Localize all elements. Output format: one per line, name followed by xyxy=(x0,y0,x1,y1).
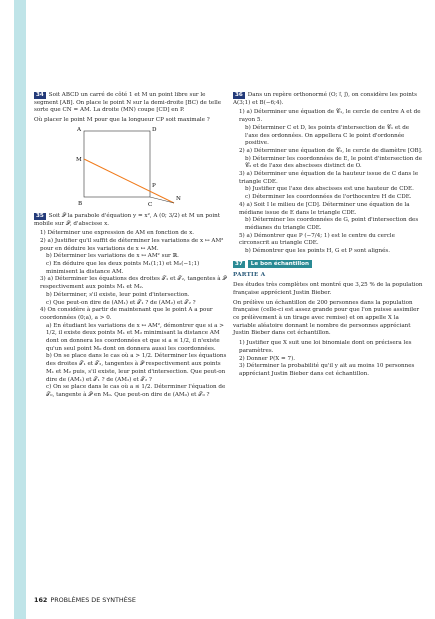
label-m: M xyxy=(76,156,82,163)
section-title: PROBLÈMES DE SYNTHÈSE xyxy=(50,596,136,604)
partie-heading: PARTIE A xyxy=(233,272,266,279)
exercise-number: 34 xyxy=(36,92,44,98)
exercise-37 xyxy=(233,260,423,379)
list-item: b) Démontrer que les points H, G et P sont alignés. xyxy=(245,248,391,255)
list-item: b) Justifier que l'axe des abscisses est une hauteur de CDE. xyxy=(245,186,414,193)
label-a: A xyxy=(77,126,82,133)
label-c: C xyxy=(148,201,153,208)
square-diagram xyxy=(34,127,227,209)
list-item: 3) Déterminer la probabilité qu'il y ait au moins 10 personnes appréciant Justin Bieber dans cet échantillon. xyxy=(239,363,415,377)
list-item: 4) a) Soit I le milieu de [CD]. Déterminer une équation de la médiane issue de E dans le triangle CDE. xyxy=(239,201,410,216)
page-footer xyxy=(34,596,136,604)
list-item: 1) a) Déterminer une équation de 𝒞₁, le cercle de centre A et de rayon 5. xyxy=(239,109,421,124)
exercise-number: 35 xyxy=(36,212,44,219)
exercise-intro: Dans un repère orthonormé (O; i⃗, j⃗), on considère les points A(3;1) et B(−6;4). xyxy=(233,92,417,106)
list-item: c) Déterminer les coordonnées de l'orthocentre H de CDE. xyxy=(245,194,412,201)
list-item: 2) a) Justifier qu'il suffit de déterminer les variations de x ↦ AM² pour en déduire les variations de x ↦ AM. xyxy=(40,237,224,252)
exercise-35 xyxy=(34,213,227,400)
list-item: 3) a) Déterminer les équations des droites 𝒯₁ et 𝒯₂, tangentes à 𝒫 respectivement aux points M₁ et M₂. xyxy=(40,276,227,291)
exercise-title: Le bon échantillon xyxy=(248,260,312,268)
paragraph: On prélève un échantillon de 200 personnes dans la population française (celle-ci est assez grande pour que l'on puisse assimiler ce prélèvement à un tirage avec remise) et on appelle X la variable aléatoire donnant le nombre de personnes appréciant Justin Bieber dans cet échantillon. xyxy=(233,299,420,337)
list-item: b) Déterminer les variations de x ↦ AM² sur ℝ. xyxy=(46,253,179,260)
exercise-question: Où placer le point M pour que la longueur CP soit maximale ? xyxy=(34,117,210,124)
label-d: D xyxy=(152,126,157,133)
list-item: b) Déterminer C et D, les points d'intersection de 𝒞₁ et de l'axe des ordonnées. On appellera C le point d'ordonnée positive. xyxy=(245,124,410,147)
line-mn xyxy=(84,159,174,203)
square-figure xyxy=(34,127,227,209)
exercise-text: Soit ABCD un carré de côté 1 et M un point libre sur le segment [AB]. On place le point N sur la demi-droite [BC) de telle sorte que CN = AM. La droite (MN) coupe [CD] en P. xyxy=(34,92,222,114)
list-item: a) En étudiant les variations de x ↦ AM², démontrer que si a > 1/2, il existe deux points M₁ et M₂ minimisant la distance AM dont on donnera les coordonnées et que si a ≤ 1/2, il n'existe qu'un seul point M₀ dont on donnera aussi les coordonnées. xyxy=(46,322,224,352)
list-item: 3) a) Déterminer une équation de la hauteur issue de C dans le triangle CDE. xyxy=(239,171,419,185)
list-item: c) En déduire que les deux points M₁(1;1) et M₂(−1;1) minimisent la distance AM. xyxy=(46,261,200,275)
left-column xyxy=(34,90,227,404)
list-item: 2) a) Déterminer une équation de 𝒞₂, le cercle de diamètre [OB]. xyxy=(239,147,423,154)
sidebar-stripe xyxy=(14,0,26,619)
list-item: b) Déterminer les coordonnées de G, point d'intersection des médianes du triangle CDE. xyxy=(245,217,419,231)
list-item: 4) On considère à partir de maintenant que le point A a pour coordonnées (0;a), a > 0. xyxy=(40,307,213,321)
list-item: b) On se place dans le cas où a > 1/2. Déterminer les équations des droites 𝒯₁ et 𝒯₂, tangentes à 𝒫 respectivement aux points M₁ et M₂ puis, s'il existe, leur point d'intersection. Que peut-on dire de (AM₁) et 𝒯₁ ? de (AM₂) et 𝒯₂ ? xyxy=(46,353,227,383)
half-line-bc xyxy=(150,197,174,203)
label-b: B xyxy=(78,200,83,207)
list-item: 1) Déterminer une expression de AM en fonction de x. xyxy=(40,230,195,237)
exercise-number: 37 xyxy=(235,260,243,267)
exercise-intro: Soit 𝒫 la parabole d'équation y = x², A (0; 3/2) et M un point mobile sur 𝒫, d'abscisse x. xyxy=(34,212,220,227)
label-n: N xyxy=(176,195,181,202)
right-column xyxy=(233,90,423,383)
list-item: c) Que peut-on dire de (AM₁) et 𝒯₁ ? de (AM₂) et 𝒯₂ ? xyxy=(46,299,196,306)
list-item: 2) Donner P(X = 7). xyxy=(239,355,296,362)
exercise-36 xyxy=(233,92,423,256)
list-item: 1) Justifier que X suit une loi binomiale dont on précisera les paramètres. xyxy=(239,340,412,354)
list-item: c) On se place dans le cas où a ≤ 1/2. Déterminer l'équation de 𝒯₀, tangente à 𝒫 en M₀. Que peut-on dire de (AM₀) et 𝒯₀ ? xyxy=(46,384,226,398)
paragraph: Des études très complètes ont montré que 3,25 % de la population française apprécient Justin Bieber. xyxy=(233,282,423,296)
list-item: 5) a) Démontrer que P (−7/4; 1) est le centre du cercle circonscrit au triangle CDE. xyxy=(239,232,395,247)
exercise-34 xyxy=(34,92,227,209)
page-number: 162 xyxy=(34,596,48,604)
list-item: b) Déterminer, s'il existe, leur point d'intersection. xyxy=(46,291,190,298)
label-p: P xyxy=(152,182,156,189)
exercise-number: 36 xyxy=(235,92,243,98)
list-item: b) Déterminer les coordonnées de E, le point d'intersection de 𝒞₂ et de l'axe des abscisses distinct de O. xyxy=(245,155,423,170)
